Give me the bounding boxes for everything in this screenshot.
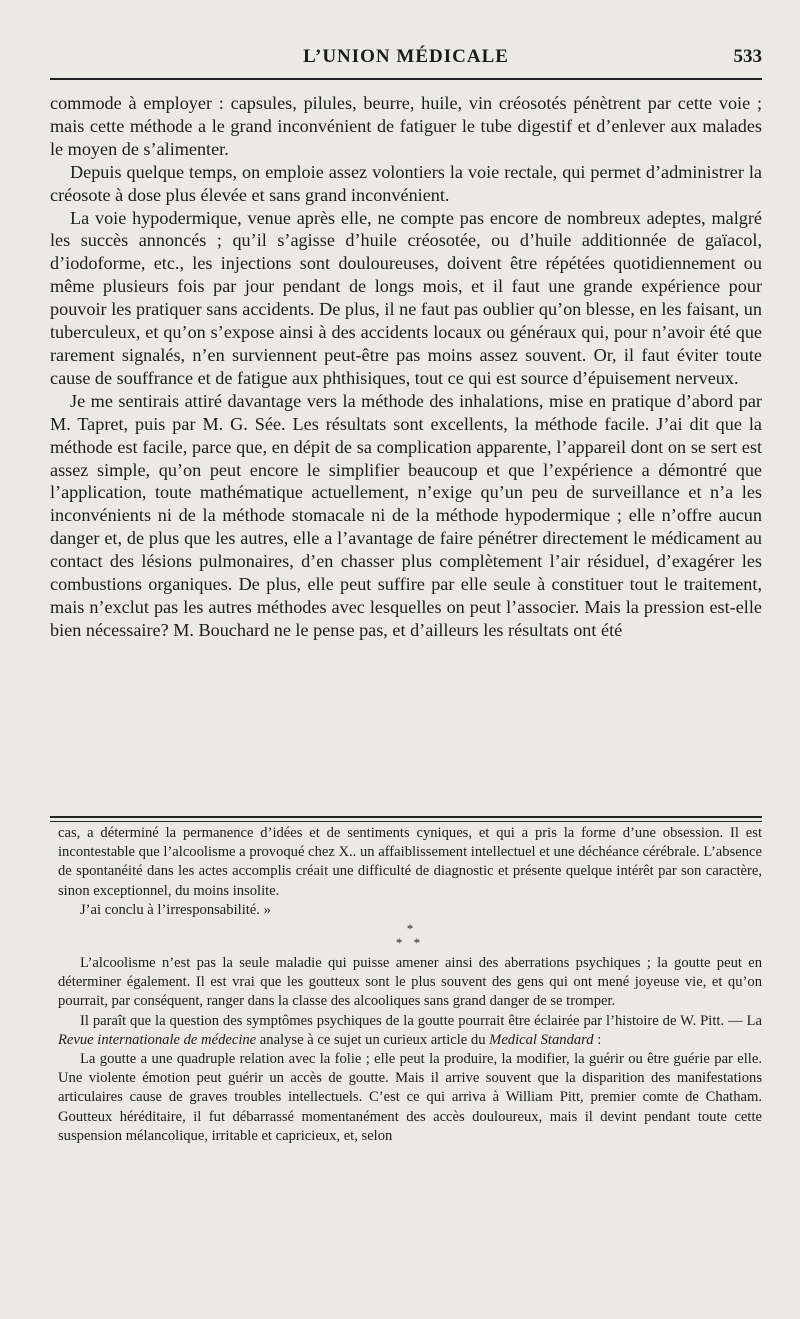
paragraph-1: commode à employer : capsules, pilules, beurre, huile, vin créosotés pénètrent par cette voie ; mais cette méthode a le grand inconvénient de fatiguer le tube digestif et d’enlever aux malades le moyen de s’alimenter. xyxy=(50,93,762,159)
asterism-top: * xyxy=(406,921,414,937)
note-paragraph-2: J’ai conclu à l’irresponsabilité. » xyxy=(80,901,271,918)
section-divider-top xyxy=(50,816,762,818)
running-header xyxy=(50,42,762,78)
note-paragraph-5: La goutte a une quadruple relation avec la folie ; elle peut la produire, la modifier, la guérir ou être guérie par elle. Une violente émotion peut guérir un accès de goutte. Mais il arrive souvent que la disparition des manifestations articulaires cause de graves troubles intellectuels. C’est ce qui arriva à William Pitt, premier comte de Chatham. Goutteux héréditaire, il fut débarrassé momentanément des accès douloureux, mais il devint pendant toute cette suspension mélancolique, irritable et capricieux, et, selon xyxy=(58,1051,762,1144)
note-4-text-c: : xyxy=(593,1031,602,1048)
journal-title: L’UNION MÉDICALE xyxy=(303,46,509,67)
asterism-bottom: * * xyxy=(395,935,425,951)
note-4-text-a: Il paraît que la question des symptômes psychiques de la goutte pourrait être éclairée par l’histoire de W. Pitt. — La xyxy=(80,1012,762,1029)
journal-name: Revue internationale de médecine xyxy=(58,1031,257,1048)
paragraph-2: Depuis quelque temps, on emploie assez volontiers la voie rectale, qui permet d’administrer la créosote à dose plus élevée et sans grand inconvénient. xyxy=(50,161,762,205)
header-rule xyxy=(50,78,762,80)
feuilleton-text xyxy=(58,824,762,1146)
note-paragraph-4 xyxy=(58,1012,762,1050)
main-text xyxy=(50,92,762,642)
note-paragraph-3: L’alcoolisme n’est pas la seule maladie qui puisse amener ainsi des aberrations psychiques ; la goutte peut en déterminer également. Il est vrai que les goutteux sont le plus souvent des gens qui ont mené joyeuse vie, et qu’on pourrait, par conséquent, ranger dans la classe des alcooliques sans grand danger de se tromper. xyxy=(58,955,762,1010)
section-asterism xyxy=(58,922,762,950)
page-number: 533 xyxy=(733,46,762,67)
section-divider-bottom xyxy=(50,821,762,822)
paragraph-4: Je me sentirais attiré davantage vers la méthode des inhalations, mise en pratique d’abord par M. Tapret, puis par M. G. Sée. Les résultats sont excellents, la méthode facile. J’ai dit que la méthode est facile, parce que, en dépit de sa complication apparente, l’appareil dont on se sert est assez simple, qu’on peut encore le simplifier beaucoup et que l’expérience a démontré que l’application, toute mathématique actuellement, n’exige qu’un peu de surveillance et n’a les inconvénients ni de la méthode stomacale ni de la méthode hypodermique ; elle n’offre aucun danger et, de plus que les autres, elle a l’avantage de faire pénétrer directement le médicament au contact des lésions pulmonaires, d’en chasser plus complètement l’air résiduel, d’exagérer les combustions organiques. De plus, elle peut suffire par elle seule à constituer tout le traitement, mais n’exclut pas les autres méthodes avec lesquelles on peut l’associer. Mais la pression est-elle bien nécessaire? M. Bouchard ne le pense pas, et d’ailleurs les résultats ont été xyxy=(50,390,762,640)
paragraph-3: La voie hypodermique, venue après elle, ne compte pas encore de nombreux adeptes, malgré les succès annoncés ; qu’il s’agisse d’huile créosotée, ou d’huile additionnée de gaïacol, d’iodoforme, etc., les injections sont douloureuses, doivent être répétées quotidiennement ou même plusieurs fois par jour pendant de longs mois, et il faut une grande expérience pour pouvoir les pratiquer sans accidents. De plus, il ne faut pas oublier qu’on blesse, en les faisant, un tuberculeux, et qu’on s’expose ainsi à des accidents locaux ou généraux qui, pour n’avoir été que rarement signalés, n’en surviennent peut-être pas moins assez souvent. Or, il faut éviter toute cause de souffrance et de fatigue aux phthisiques, tout ce qui est source d’épuisement nerveux. xyxy=(50,207,762,388)
note-4-text-b: analyse à ce sujet un curieux article du xyxy=(256,1031,490,1048)
note-paragraph-1: cas, a déterminé la permanence d’idées et de sentiments cyniques, et qui a pris la forme d’une obsession. Il est incontestable que l’alcoolisme a provoqué chez X.. un affaiblissement intellectuel et une déchéance cérébrale. L’absence de spontanéité dans les actes accomplis créait une difficulté de diagnostic et présente quelque intérêt par son caractère, sinon exceptionnel, du moins insolite. xyxy=(58,825,762,899)
source-name: Medical Standard xyxy=(489,1031,594,1048)
